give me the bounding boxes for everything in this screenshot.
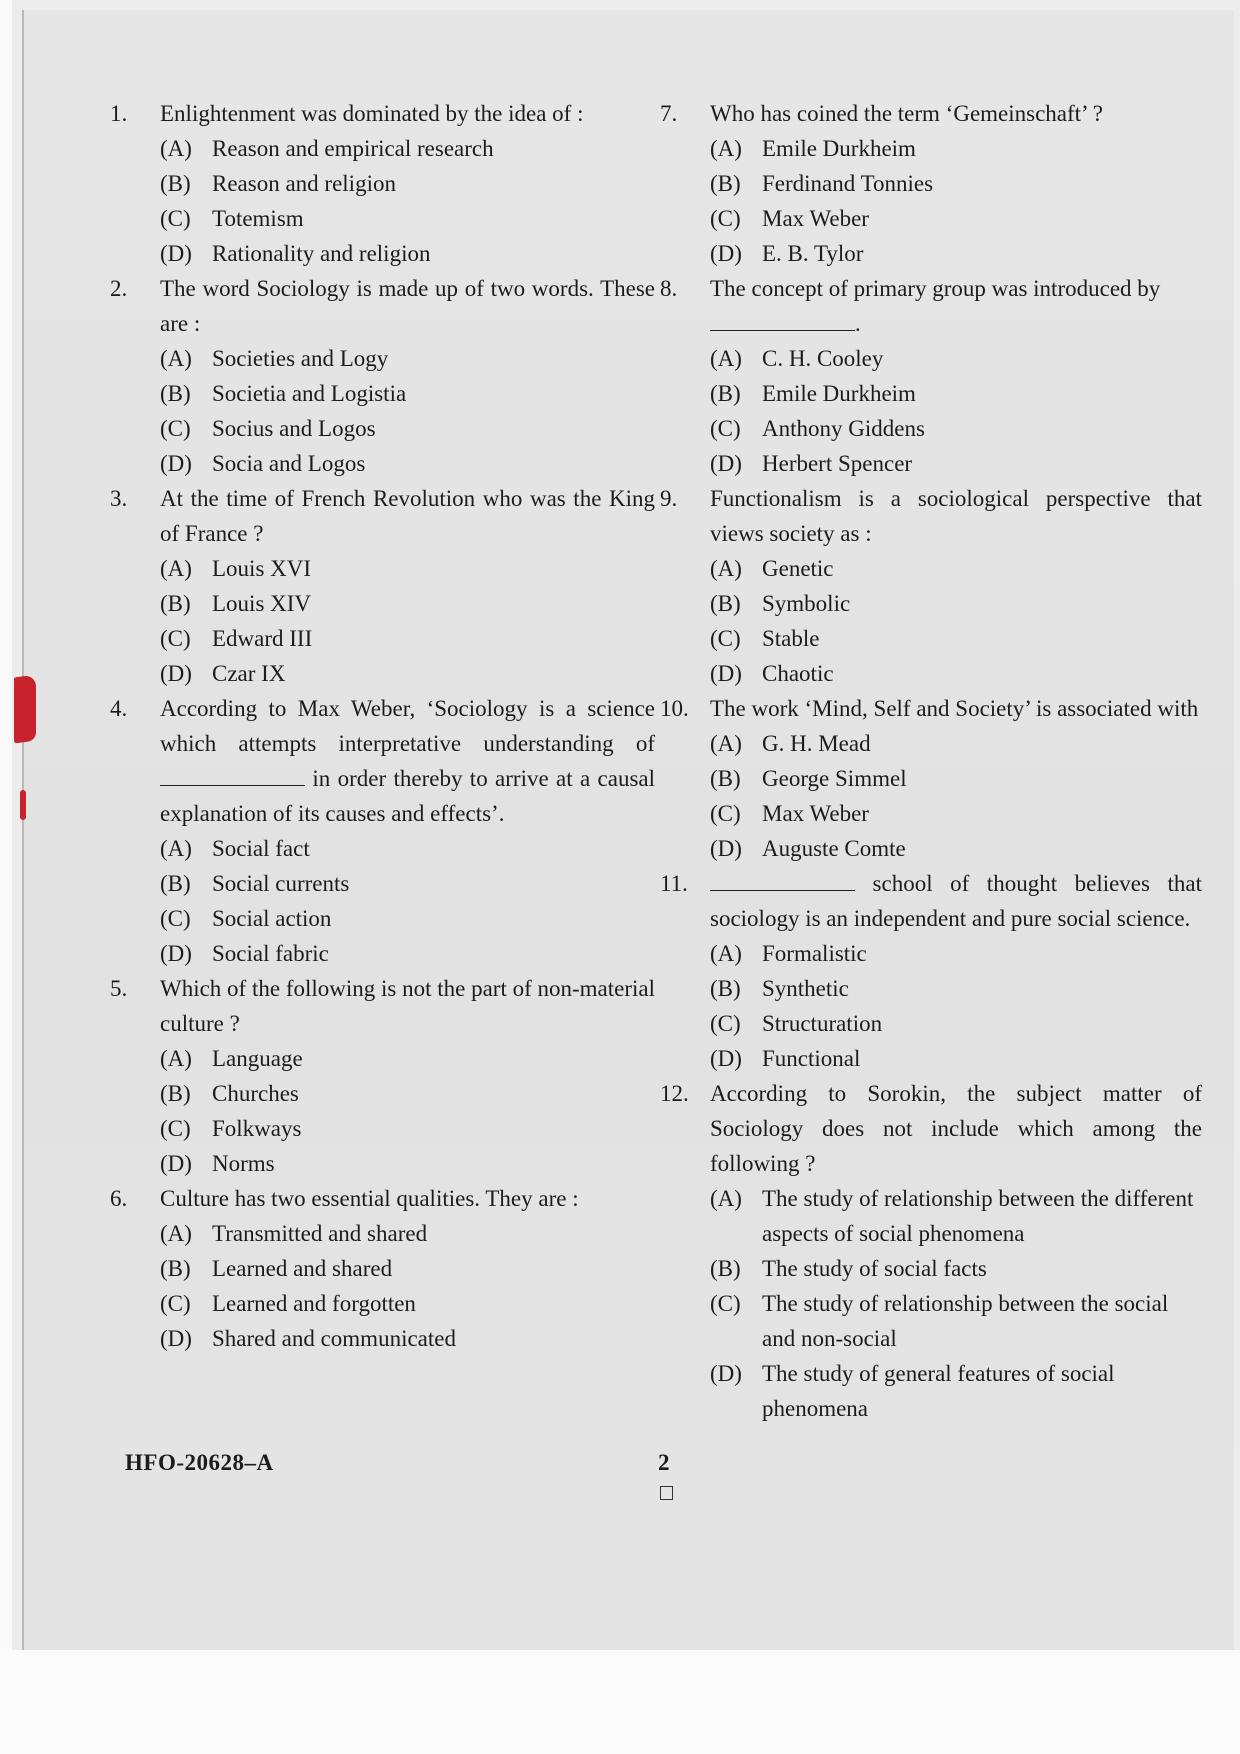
option-label: (B) (160, 591, 191, 616)
option (160, 446, 655, 481)
question-number: 12. (660, 1081, 689, 1106)
question-12 (660, 1076, 1202, 1181)
option (160, 901, 655, 936)
question-number: 9. (660, 486, 678, 511)
option-label: (A) (710, 1186, 742, 1211)
question-number: 1. (110, 101, 128, 126)
option-text: Genetic (762, 556, 834, 581)
option (160, 201, 655, 236)
fill-in-blank (710, 308, 855, 331)
fill-in-blank (160, 763, 305, 786)
option-text: Czar IX (212, 661, 286, 686)
option-label: (B) (710, 591, 741, 616)
question-text: The concept of primary group was introduced by . (710, 276, 1161, 336)
question-text-main: The concept of primary group was introduced by (710, 276, 1161, 301)
option-text: Max Weber (762, 801, 869, 826)
question-number: 10. (660, 696, 689, 721)
option-label: (A) (160, 136, 192, 161)
option-text: George Simmel (762, 766, 907, 791)
option-label: (C) (710, 416, 741, 441)
option (710, 656, 1202, 691)
option (710, 1356, 1202, 1426)
option (160, 1321, 655, 1356)
option-label: (B) (710, 976, 741, 1001)
question-1 (110, 96, 655, 131)
option-text: Totemism (212, 206, 304, 231)
option-text: Symbolic (762, 591, 851, 616)
question-2 (110, 271, 655, 341)
option (710, 1181, 1202, 1251)
question-number: 8. (660, 276, 678, 301)
option (710, 971, 1202, 1006)
option-label: (A) (710, 731, 742, 756)
option (710, 796, 1202, 831)
option-text: Reason and empirical research (212, 136, 494, 161)
question-text: According to Sorokin, the subject matter of Sociology does not include which among the following ? (710, 1081, 1202, 1176)
option-text: Chaotic (762, 661, 834, 686)
option-text: Societies and Logy (212, 346, 389, 371)
option-label: (A) (710, 556, 742, 581)
question-number: 3. (110, 486, 128, 511)
question-text: Which of the following is not the part of non-material culture ? (160, 976, 656, 1036)
option (710, 446, 1202, 481)
option (710, 341, 1202, 376)
option-text: Auguste Comte (762, 836, 906, 861)
question-text-main: school of thought believes that sociology is an independent and pure social science. (710, 871, 1202, 931)
question-text-start: According to Max Weber, ‘Sociology is a science which attempts interpretative understanding of (160, 696, 655, 756)
option-text: Folkways (212, 1116, 302, 1141)
option-label: (A) (160, 1046, 192, 1071)
question-text: The work ‘Mind, Self and Society’ is associated with (710, 696, 1199, 721)
option (160, 656, 655, 691)
page-number: 2 (658, 1450, 670, 1475)
option-text: The study of relationship between the social and non-social (762, 1291, 1169, 1351)
option-text: E. B. Tylor (762, 241, 864, 266)
red-ink-mark-small (20, 790, 26, 820)
option-label: (C) (160, 1116, 191, 1141)
option-label: (C) (710, 1011, 741, 1036)
option (160, 1146, 655, 1181)
option-label: (D) (160, 941, 192, 966)
option (160, 621, 655, 656)
option-text: Social currents (212, 871, 350, 896)
question-text: The word Sociology is made up of two words. These are : (160, 276, 655, 336)
question-4 (110, 691, 655, 831)
option-text: Functional (762, 1046, 861, 1071)
question-text: Functionalism is a sociological perspective that views society as : (710, 486, 1202, 546)
option-text: Churches (212, 1081, 299, 1106)
option-text: Anthony Giddens (762, 416, 925, 441)
option-text: Louis XIV (212, 591, 312, 616)
option-label: (A) (710, 136, 742, 161)
option (710, 586, 1202, 621)
option-label: (D) (160, 1326, 192, 1351)
option-text: Norms (212, 1151, 275, 1176)
option-label: (B) (160, 871, 191, 896)
question-9 (660, 481, 1202, 551)
option-label: (D) (710, 1046, 742, 1071)
option-label: (D) (160, 661, 192, 686)
question-number: 11. (660, 871, 688, 896)
option (160, 341, 655, 376)
option (710, 726, 1202, 761)
question-6 (110, 1181, 655, 1216)
option-text: G. H. Mead (762, 731, 871, 756)
option (710, 936, 1202, 971)
option-text: The study of general features of social phenomena (762, 1361, 1115, 1421)
scan-left-margin (0, 0, 12, 1754)
option (160, 866, 655, 901)
option-label: (A) (710, 346, 742, 371)
option (160, 1076, 655, 1111)
option (160, 1286, 655, 1321)
page-box-mark (660, 1486, 673, 1500)
option-label: (B) (710, 1256, 741, 1281)
question-number: 7. (660, 101, 678, 126)
option-text: Stable (762, 626, 820, 651)
option-text: Herbert Spencer (762, 451, 913, 476)
question-8 (660, 271, 1202, 341)
option-label: (A) (160, 836, 192, 861)
option-label: (B) (710, 171, 741, 196)
option-label: (D) (710, 836, 742, 861)
option-label: (B) (160, 1081, 191, 1106)
option (160, 131, 655, 166)
option-text: Societia and Logistia (212, 381, 407, 406)
option (710, 166, 1202, 201)
option-label: (C) (160, 206, 191, 231)
option-label: (B) (160, 381, 191, 406)
option (160, 1216, 655, 1251)
option (710, 551, 1202, 586)
option (710, 131, 1202, 166)
question-number: 5. (110, 976, 128, 1001)
left-column (110, 96, 655, 1356)
option-text: Emile Durkheim (762, 381, 916, 406)
question-3 (110, 481, 655, 551)
option-label: (C) (160, 626, 191, 651)
option-label: (B) (160, 171, 191, 196)
option-text: Learned and shared (212, 1256, 393, 1281)
option-text: Emile Durkheim (762, 136, 916, 161)
option-label: (C) (710, 206, 741, 231)
option-label: (D) (160, 451, 192, 476)
option (160, 1251, 655, 1286)
option-text: Reason and religion (212, 171, 396, 196)
option-text: Synthetic (762, 976, 849, 1001)
option-label: (A) (160, 346, 192, 371)
option-label: (B) (710, 381, 741, 406)
option (710, 831, 1202, 866)
option-label: (D) (710, 451, 742, 476)
option-text: Shared and communicated (212, 1326, 456, 1351)
option-label: (B) (160, 1256, 191, 1281)
option-text: Social fact (212, 836, 310, 861)
option-text: Max Weber (762, 206, 869, 231)
option-text: Social action (212, 906, 332, 931)
option-text: Transmitted and shared (212, 1221, 428, 1246)
option-label: (D) (160, 1151, 192, 1176)
question-11 (660, 866, 1202, 936)
booklet-code: HFO-20628–A (125, 1450, 274, 1475)
question-text (160, 691, 655, 831)
option (160, 411, 655, 446)
scan-bottom-margin (0, 1650, 1240, 1754)
question-text: Who has coined the term ‘Gemeinschaft’ ? (710, 101, 1103, 126)
option-label: (C) (710, 1291, 741, 1316)
option (710, 411, 1202, 446)
option (710, 1286, 1202, 1356)
option (710, 1006, 1202, 1041)
option-text: Edward III (212, 626, 313, 651)
option-text: Language (212, 1046, 303, 1071)
question-5 (110, 971, 655, 1041)
question-text: Enlightenment was dominated by the idea of : (160, 101, 584, 126)
option-label: (C) (710, 801, 741, 826)
option (710, 376, 1202, 411)
red-ink-mark (14, 674, 36, 743)
option-text: Socia and Logos (212, 451, 366, 476)
option (160, 1041, 655, 1076)
option (160, 376, 655, 411)
option-text: The study of social facts (762, 1256, 987, 1281)
option (710, 236, 1202, 271)
option-label: (A) (710, 941, 742, 966)
option-label: (D) (160, 241, 192, 266)
option-label: (D) (710, 661, 742, 686)
option-text: Structuration (762, 1011, 883, 1036)
question-10 (660, 691, 1202, 726)
question-text-end: in order thereby to arrive at a causal explanation of its causes and effects’. (160, 766, 655, 826)
option-label: (A) (160, 1221, 192, 1246)
question-7 (660, 96, 1202, 131)
option-label: (C) (160, 906, 191, 931)
option (160, 1111, 655, 1146)
option-label: (D) (710, 241, 742, 266)
option-label: (B) (710, 766, 741, 791)
option (710, 621, 1202, 656)
option (160, 586, 655, 621)
option-label: (A) (160, 556, 192, 581)
fill-in-blank (710, 868, 855, 891)
option-text: Learned and forgotten (212, 1291, 416, 1316)
option (160, 236, 655, 271)
option-text: Formalistic (762, 941, 867, 966)
option (160, 831, 655, 866)
option-text: Socius and Logos (212, 416, 376, 441)
question-text: Culture has two essential qualities. They are : (160, 1186, 579, 1211)
option-text: The study of relationship between the different aspects of social phenomena (762, 1186, 1194, 1246)
right-column (660, 96, 1202, 1426)
question-number: 2. (110, 276, 128, 301)
option (710, 761, 1202, 796)
option (710, 201, 1202, 236)
option-text: Social fabric (212, 941, 329, 966)
option (160, 166, 655, 201)
option (710, 1041, 1202, 1076)
option-text: C. H. Cooley (762, 346, 884, 371)
question-text (710, 866, 1202, 936)
option-label: (C) (160, 1291, 191, 1316)
option (160, 551, 655, 586)
option-label: (C) (160, 416, 191, 441)
option-text: Louis XVI (212, 556, 312, 581)
option-label: (C) (710, 626, 741, 651)
option-label: (D) (710, 1361, 742, 1386)
option-text: Ferdinand Tonnies (762, 171, 934, 196)
question-text: At the time of French Revolution who was the King of France ? (160, 486, 655, 546)
option (710, 1251, 1202, 1286)
option-text: Rationality and religion (212, 241, 431, 266)
question-number: 4. (110, 696, 128, 721)
option (160, 936, 655, 971)
question-number: 6. (110, 1186, 128, 1211)
